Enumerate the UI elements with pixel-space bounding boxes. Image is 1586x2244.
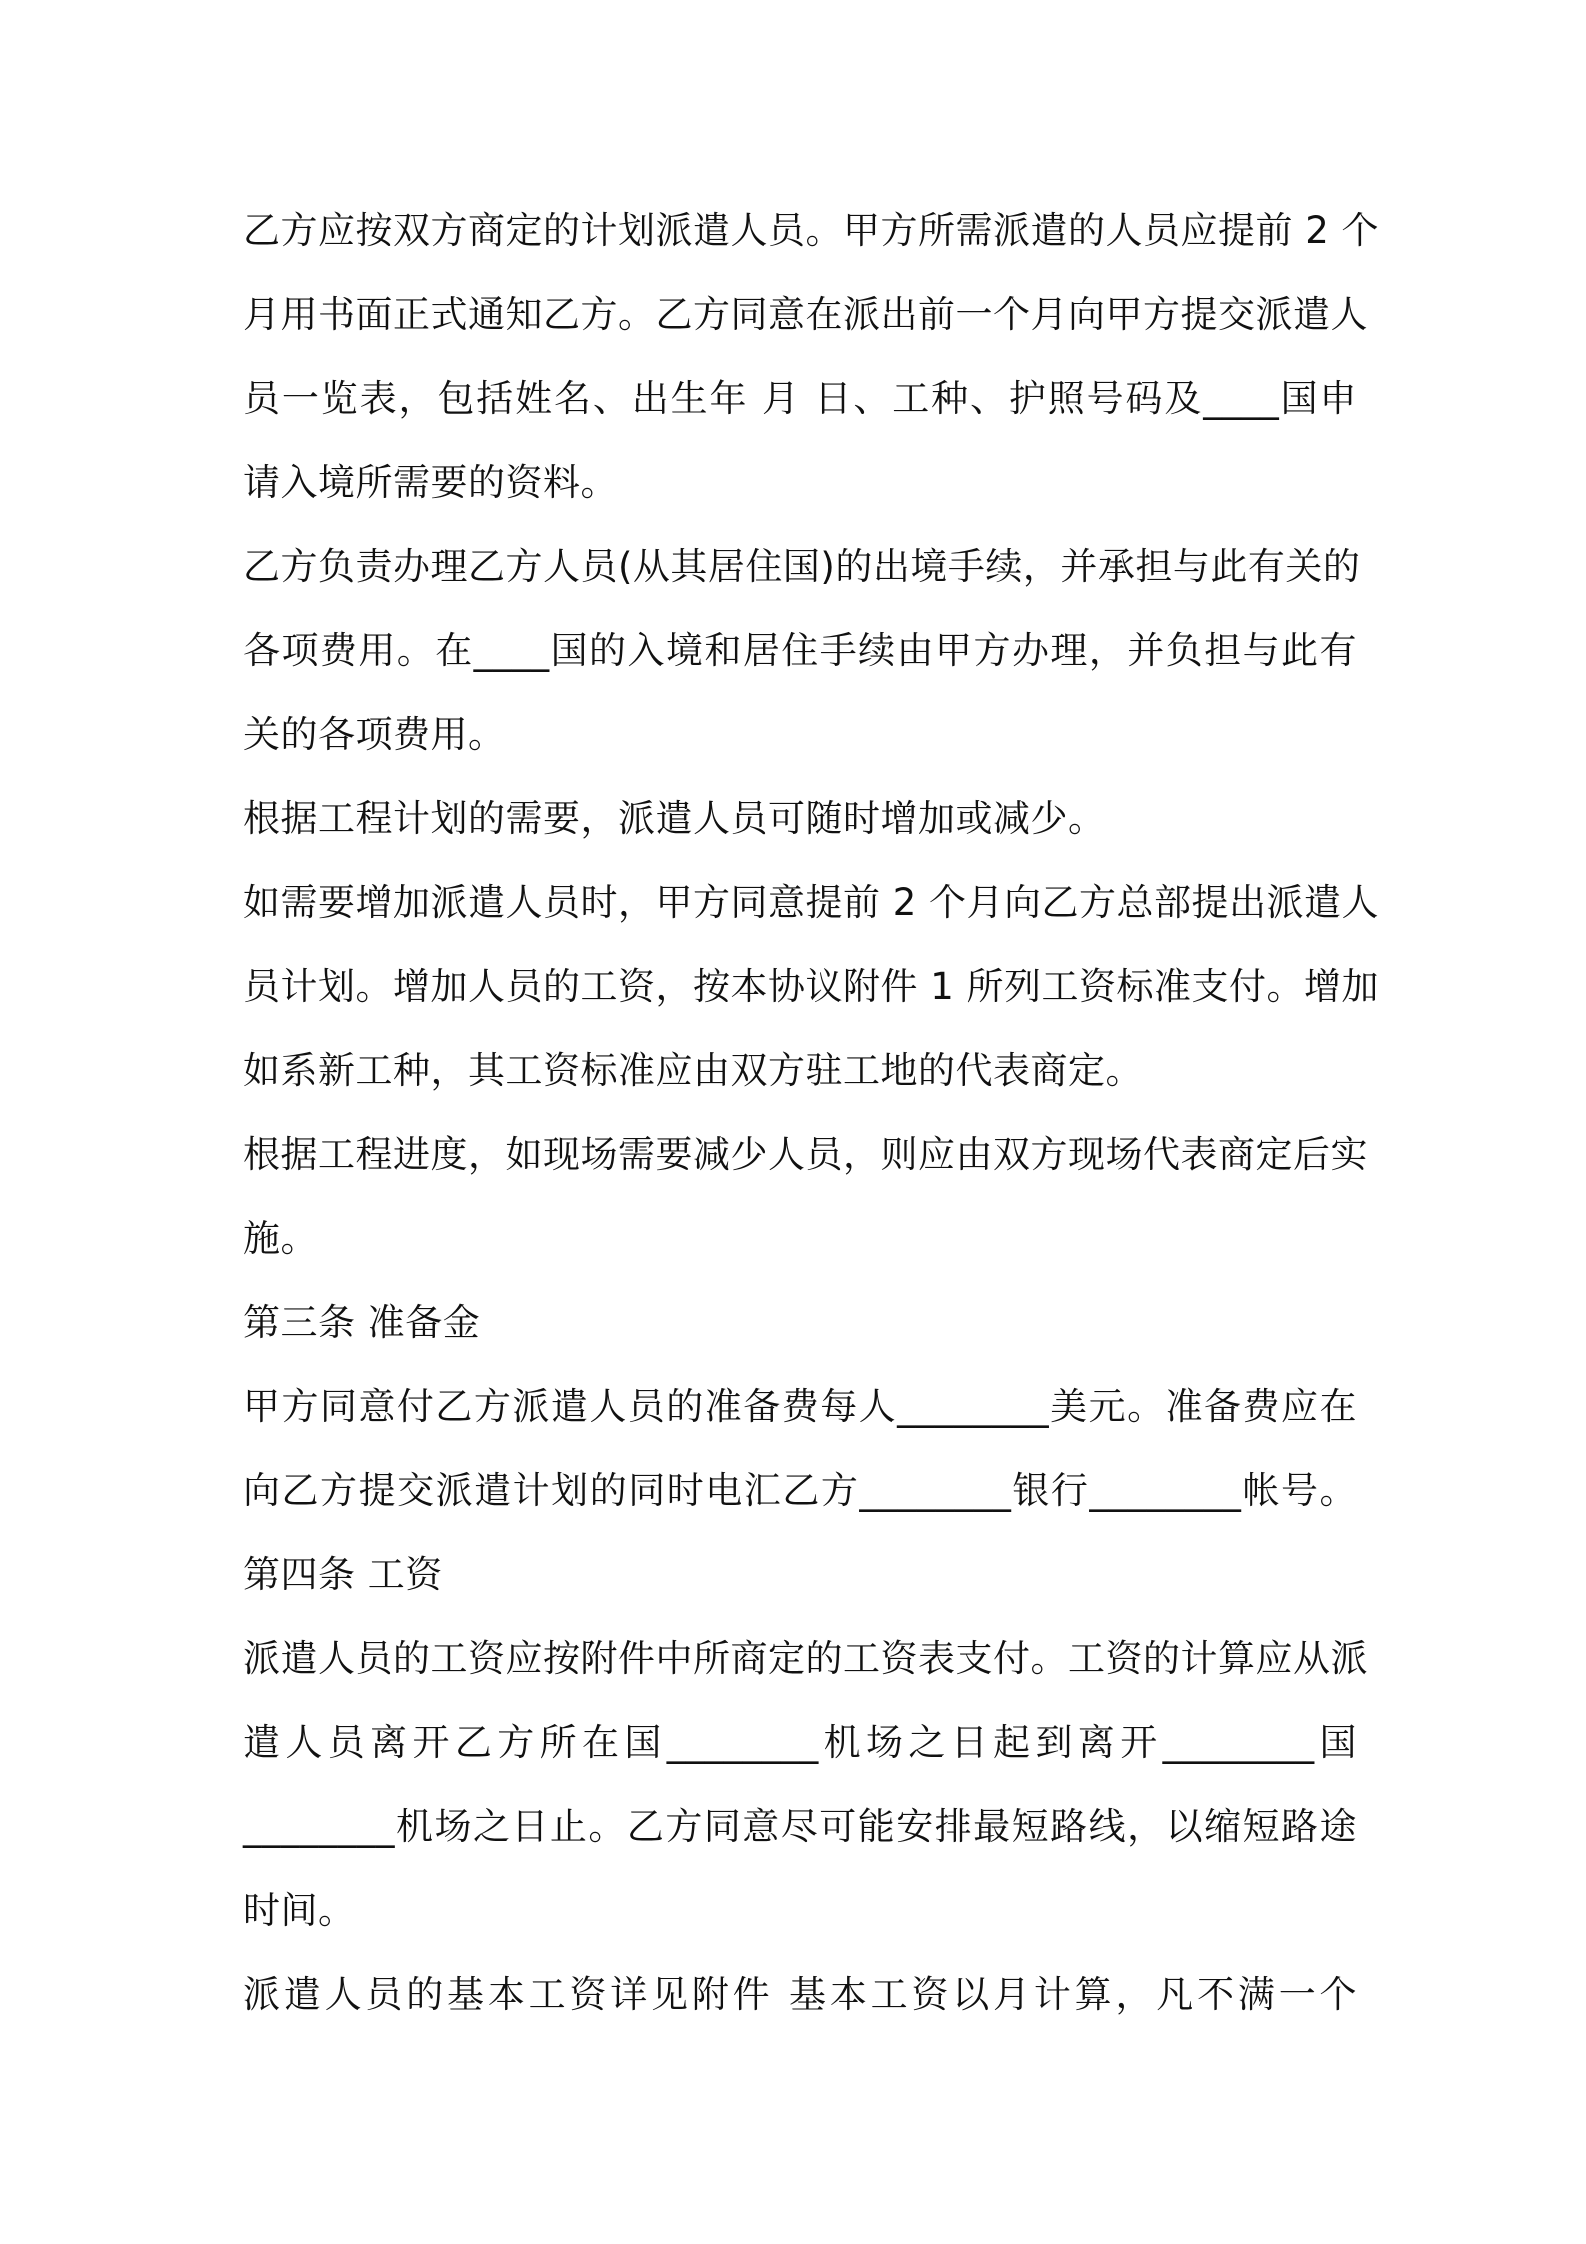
text-line: 时间。 (243, 1889, 356, 1932)
section-heading: 第四条 工资 (243, 1553, 443, 1596)
text-line: 乙方负责办理乙方人员(从其居住国)的出境手续，并承担与此有关的 (243, 545, 1361, 588)
text-line: 乙方应按双方商定的计划派遣人员。甲方所需派遣的人员应提前 2 个 (243, 209, 1380, 252)
text-line: 各项费用。在____国的入境和居住手续由甲方办理，并负担与此有 (243, 629, 1357, 672)
text-line: 派遣人员的基本工资详见附件 基本工资以月计算，凡不满一个 (243, 1973, 1357, 2016)
text-line: 根据工程计划的需要，派遣人员可随时增加或减少。 (243, 797, 1106, 840)
text-line: ________机场之日止。乙方同意尽可能安排最短路线，以缩短路途 (243, 1805, 1357, 1848)
text-line: 向乙方提交派遣计划的同时电汇乙方________银行________帐号。 (243, 1469, 1357, 1512)
text-line: 如需要增加派遣人员时，甲方同意提前 2 个月向乙方总部提出派遣人 (243, 881, 1380, 924)
text-line: 关的各项费用。 (243, 713, 506, 756)
text-line: 遣人员离开乙方所在国________机场之日起到离开________国 (243, 1721, 1357, 1764)
text-line: 员计划。增加人员的工资，按本协议附件 1 所列工资标准支付。增加 (243, 965, 1380, 1008)
document-body (243, 196, 1380, 2044)
text-line: 月用书面正式通知乙方。乙方同意在派出前一个月向甲方提交派遣人 (243, 293, 1368, 336)
text-line: 如系新工种，其工资标准应由双方驻工地的代表商定。 (243, 1049, 1143, 1092)
text-line: 派遣人员的工资应按附件中所商定的工资表支付。工资的计算应从派 (243, 1637, 1368, 1680)
text-line: 员一览表，包括姓名、出生年 月 日、工种、护照号码及____国申 (243, 377, 1357, 420)
text-line: 甲方同意付乙方派遣人员的准备费每人________美元。准备费应在 (243, 1385, 1357, 1428)
text-line: 根据工程进度，如现场需要减少人员，则应由双方现场代表商定后实 (243, 1133, 1368, 1176)
text-line: 请入境所需要的资料。 (243, 461, 618, 504)
section-heading: 第三条 准备金 (243, 1301, 481, 1344)
text-line: 施。 (243, 1217, 318, 1260)
